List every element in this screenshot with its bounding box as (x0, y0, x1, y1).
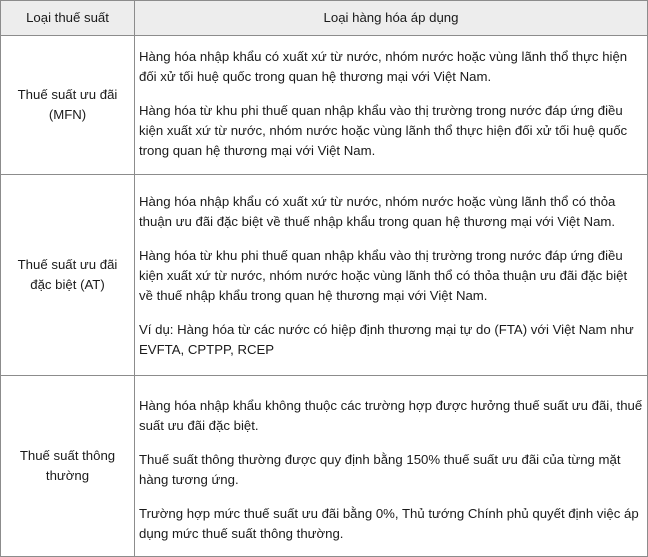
header-tax-type: Loại thuế suất (1, 1, 135, 36)
tax-type-cell (1, 36, 135, 175)
goods-paragraph: Hàng hóa từ khu phi thuế quan nhập khẩu vào thị trường trong nước đáp ứng điều kiện xuất xứ từ nước, nhóm nước hoặc vùng lãnh thổ thực hiện đối xử tối huệ quốc trong quan hệ thương mại với Việt Nam. (139, 103, 628, 158)
goods-paragraph: Hàng hóa từ khu phi thuế quan nhập khẩu vào thị trường trong nước đáp ứng điều kiện xuất xứ từ nước, nhóm nước hoặc vùng lãnh thổ có thỏa thuận ưu đãi đặc biệt về thuế nhập khẩu trong quan hệ thương mại với Việt Nam. (139, 248, 628, 303)
goods-cell (135, 376, 648, 557)
goods-paragraph: Hàng hóa nhập khẩu không thuộc các trường hợp được hưởng thuế suất ưu đãi, thuế suất ưu đãi đặc biệt. (139, 398, 643, 433)
goods-paragraph: Hàng hóa nhập khẩu có xuất xứ từ nước, nhóm nước hoặc vùng lãnh thổ thực hiện đối xử tối huệ quốc trong quan hệ thương mại với Việt Nam. (139, 49, 628, 84)
tax-type-name-cont: thường (45, 468, 90, 483)
tax-type-name-cont: (MFN) (48, 107, 87, 122)
tax-type-cell (1, 376, 135, 557)
tax-type-name: Thuế suất ưu đãi (17, 257, 118, 272)
table-row (1, 36, 648, 175)
header-row (1, 1, 648, 36)
goods-cell (135, 36, 648, 175)
goods-cell (135, 175, 648, 376)
table-row (1, 175, 648, 376)
goods-paragraph: Ví dụ: Hàng hóa từ các nước có hiệp định thương mại tự do (FTA) với Việt Nam như EVFTA, CPTPP, RCEP (139, 322, 634, 357)
header-applicable-goods: Loại hàng hóa áp dụng (135, 1, 648, 36)
tax-type-name: Thuế suất thông (19, 448, 116, 463)
tax-type-name-cont: đặc biệt (AT) (30, 277, 105, 292)
tax-type-cell (1, 175, 135, 376)
goods-paragraph: Hàng hóa nhập khẩu có xuất xứ từ nước, nhóm nước hoặc vùng lãnh thổ có thỏa thuận ưu đãi đặc biệt về thuế nhập khẩu trong quan hệ thương mại với Việt Nam. (139, 194, 616, 229)
goods-paragraph: Trường hợp mức thuế suất ưu đãi bằng 0%, Thủ tướng Chính phủ quyết định việc áp dụng mức thuế suất thông thường. (139, 506, 639, 541)
tax-type-name: Thuế suất ưu đãi (17, 87, 118, 102)
table-row (1, 376, 648, 557)
goods-paragraph: Thuế suất thông thường được quy định bằng 150% thuế suất ưu đãi của từng mặt hàng tương ứng. (139, 452, 621, 487)
